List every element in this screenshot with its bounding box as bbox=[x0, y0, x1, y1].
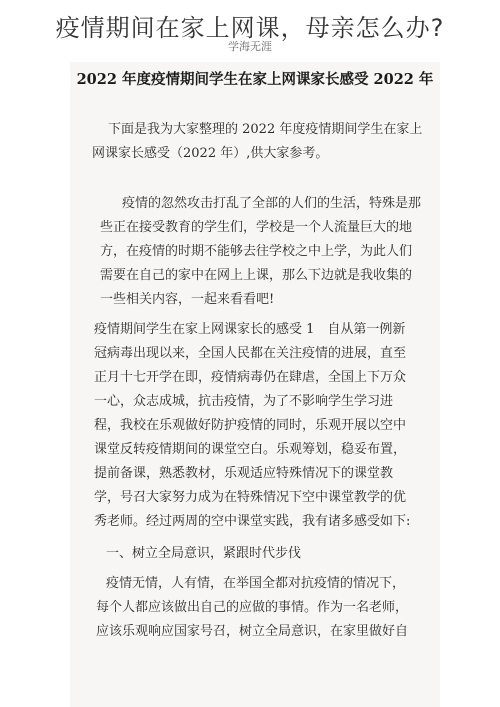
paragraph-line: 秀老师。经过两周的空中课堂实践，我有诸多感受如下: bbox=[94, 514, 411, 529]
paragraph-line: 正月十七开学在即，疫情病毒仍在肆虐，全国上下万众 bbox=[94, 370, 407, 385]
paragraph-line: 一心，众志成城，抗击疫情，为了不影响学生学习进 bbox=[94, 394, 394, 409]
paragraph-line: 疫情的忽然攻击打乱了全部的人们的生活，特殊是那 bbox=[122, 196, 422, 211]
intro-line: 网课家长感受（2022 年）,供大家参考。 bbox=[92, 146, 329, 161]
section-heading: 一、树立全局意识，紧跟时代步伐 bbox=[106, 546, 302, 561]
page-title: 疫情期间在家上网课，母亲怎么办? bbox=[55, 14, 445, 42]
paragraph-line: 提前备课，熟悉教材，乐观适应特殊情况下的课堂教 bbox=[94, 466, 394, 481]
paragraph-line: 应该乐观响应国家号召，树立全局意识，在家里做好自 bbox=[96, 624, 409, 639]
document-image bbox=[70, 62, 440, 707]
paragraph-line: 程，我校在乐观做好防护疫情的同时，乐观开展以空中 bbox=[94, 418, 407, 433]
paragraph-line: 疫情无情，人有情，在举国全都对抗疫情的情况下， bbox=[106, 576, 406, 591]
document-title: 2022 年度疫情期间学生在家上网课家长感受 2022 年 bbox=[76, 71, 434, 88]
paragraph-line: 些正在接受教育的学生们，学校是一个人流量巨大的地 bbox=[100, 220, 413, 235]
page-subtitle: 学海无涯 bbox=[228, 40, 272, 53]
paragraph-line: 方，在疫情的时期不能够去往学校之中上学，为此人们 bbox=[100, 244, 413, 259]
paragraph-line: 冠病毒出现以来，全国人民都在关注疫情的进展，直至 bbox=[94, 346, 407, 361]
paragraph-line: 疫情期间学生在家上网课家长的感受 1 自从第一例新 bbox=[94, 322, 406, 337]
paragraph-line: 学，号召大家努力成为在特殊情况下空中课堂教学的优 bbox=[94, 490, 407, 505]
paragraph-line: 课堂反转疫情期间的课堂空白。乐观筹划，稳妥布置， bbox=[94, 442, 407, 457]
paragraph-line: 需要在自己的家中在网上上课，那么下边就是我收集的 bbox=[100, 268, 413, 283]
paragraph-line: 每个人都应该做出自己的应做的事情。作为一名老师， bbox=[96, 600, 409, 615]
paragraph-line: 一些相关内容，一起来看看吧! bbox=[100, 292, 275, 307]
intro-line: 下面是我为大家整理的 2022 年度疫情期间学生在家上 bbox=[108, 122, 423, 137]
